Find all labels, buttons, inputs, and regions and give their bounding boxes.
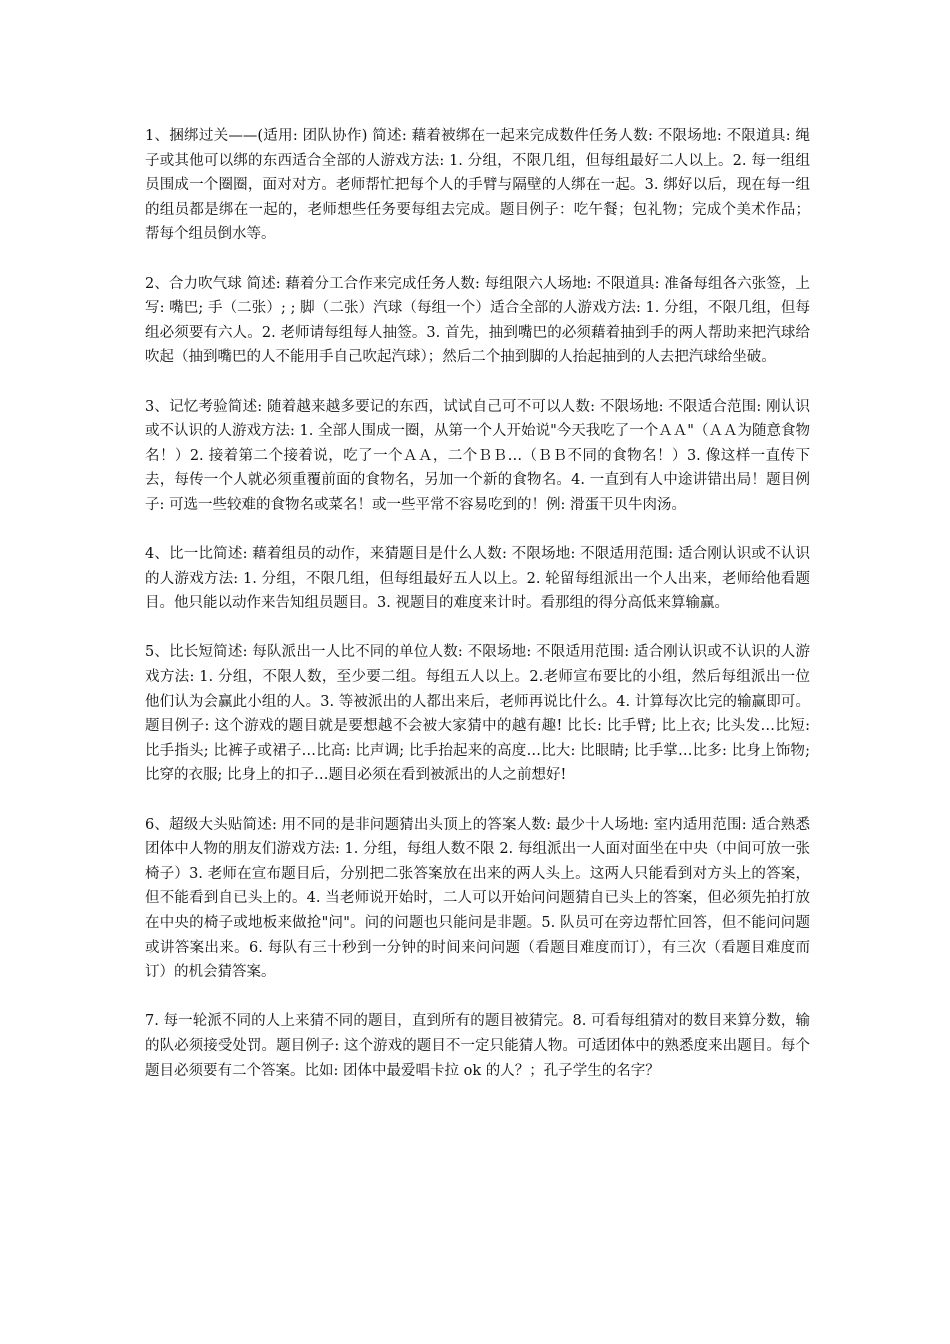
paragraph-7: 7. 每一轮派不同的人上来猜不同的题目，直到所有的题目被猜完。8. 可看每组猜对的数目来算分数，输的队必须接受处罚。题目例子: 这个游戏的题目不一定只能猜人物。可适团体中的熟悉度来出题目。每个题目必须要有二个答案。比如: 团体中最爱唱卡拉 ok 的人？；孔子学生的名字？ — [145, 1013, 810, 1079]
paragraph-4: 4、比一比简述: 藉着组员的动作，来猜题目是什么人数: 不限场地: 不限适用范围: 适合刚认识或不认识的人游戏方法: 1. 分组，不限几组，但每组最好五人以上。2. 轮留每组派出一个人出来，老师给他看题目。他只能以动作来告知组员题目。3. 视题目的难度来计时。看那组的得分高低来算输赢。 — [145, 546, 810, 612]
paragraph-5: 5、比长短简述: 每队派出一人比不同的单位人数: 不限场地: 不限适用范围: 适合刚认识或不认识的人游戏方法: 1. 分组，不限人数，至少要二组。每组五人以上。2.老师宣布要比的小组，然后每组派出一位他们认为会赢此小组的人。3. 等被派出的人都出来后，老师再说比什么。4. 计算每次比完的输赢即可。题目例子: 这个游戏的题目就是要想越不会被大家猜中的越有趣! 比长: 比手臂; 比上衣; 比头发…比短: 比手指头; 比裤子或裙子…比高: 比声调; 比手抬起来的高度…比大: 比眼睛; 比手掌…比多: 比身上饰物; 比穿的衣服; 比身上的扣子…题目必须在看到被派出的人之前想好! — [145, 644, 810, 784]
paragraph-6: 6、超级大头贴简述: 用不同的是非问题猜出头顶上的答案人数: 最少十人场地: 室内适用范围: 适合熟悉团体中人物的朋友们游戏方法: 1. 分组，每组人数不限 2. 每组派出一人面对面坐在中央（中间可放一张椅子）3. 老师在宣布题目后，分别把二张答案放在出来的两人头上。这两人只能看到对方头上的答案，但不能看到自已头上的。4. 当老师说开始时，二人可以开始问问题猜自已头上的答案，但必须先拍打放在中央的椅子或地板来做抢"问"。问的问题也只能问是非题。5. 队员可在旁边帮忙回答，但不能问问题或讲答案出来。6. 每队有三十秒到一分钟的时间来问问题（看题目难度而订），有三次（看题目难度而订）的机会猜答案。 — [145, 816, 810, 981]
paragraph-1: 1、捆绑过关——(适用: 团队协作) 简述: 藉着被绑在一起来完成数件任务人数: 不限场地: 不限道具: 绳子或其他可以绑的东西适合全部的人游戏方法: 1. 分组，不限几组，但每组最好二人以上。2. 每一组组员围成一个圈圈，面对对方。老师帮忙把每个人的手臂与隔壁的人绑在一起。3. 绑好以后，现在每一组的组员都是绑在一起的，老师想些任务要每组去完成。题目例子：吃午餐；包礼物；完成个美术作品；帮每个组员倒水等。 — [145, 128, 810, 243]
paragraph-3: 3、记忆考验简述: 随着越来越多要记的东西，试试自己可不可以人数: 不限场地: 不限适合范围: 刚认识或不认识的人游戏方法: 1. 全部人围成一圈，从第一个人开始说"今天我吃了一个ＡＡ"（ＡＡ为随意食物名！）2. 接着第二个接着说，吃了一个ＡＡ，二个ＢＢ…（ＢＢ不同的食物名！）3. 像这样一直传下去，每传一个人就必须重覆前面的食物名，另加一个新的食物名。4. 一直到有人中途讲错出局！题目例子: 可选一些较难的食物名或菜名！或一些平常不容易吃到的！例: 滑蛋干贝牛肉汤。 — [145, 398, 810, 513]
document-body — [145, 124, 810, 1108]
paragraph-2: 2、合力吹气球 简述: 藉着分工合作来完成任务人数: 每组限六人场地: 不限道具: 准备每组各六张签，上写: 嘴巴; 手（二张）; ; 脚（二张）汽球（每组一个）适合全部的人游戏方法: 1. 分组，不限几组，但每组必须要有六人。2. 老师请每组每人抽签。3. 首先，抽到嘴巴的必须藉着抽到手的两人帮助来把汽球给吹起（抽到嘴巴的人不能用手自己吹起汽球）；然后二个抽到脚的人抬起抽到的人去把汽球给坐破。 — [145, 275, 810, 366]
